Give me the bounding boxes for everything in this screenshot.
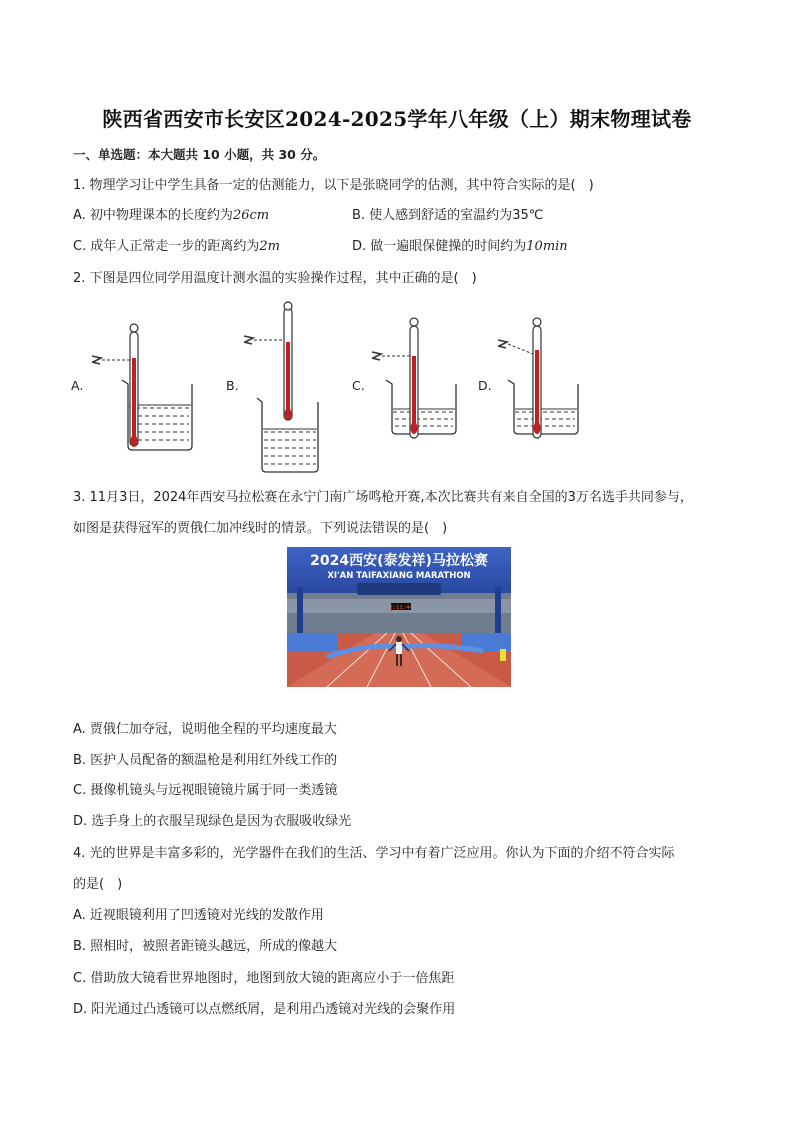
q1-option-d-text: D. 做一遍眼保健操的时间约为 xyxy=(352,239,527,254)
figure-c-label: C. xyxy=(352,378,365,393)
q1-option-a-text: A. 初中物理课本的长度约为 xyxy=(73,208,233,223)
q3-option-b: B. 医护人员配备的额温枪是利用红外线工作的 xyxy=(73,753,338,768)
race-clock: 2:11:44 xyxy=(389,605,413,611)
q1-option-b-value: 35℃ xyxy=(512,208,544,223)
q1-option-c-value: 2m xyxy=(259,239,280,254)
marathon-finish-photo xyxy=(287,547,511,687)
q1-option-a xyxy=(73,207,269,225)
q1-option-b-text: B. 使人感到舒适的室温约为 xyxy=(352,208,513,223)
q1-option-c xyxy=(73,238,280,256)
q1-option-d-value: 10min xyxy=(526,239,568,254)
q4-stem-line2: 的是( ) xyxy=(73,877,123,892)
page-title: 陕西省西安市长安区2024-2025学年八年级（上）期末物理试卷 xyxy=(102,107,692,131)
marathon-photo-illustration xyxy=(287,547,511,687)
figure-a-thermometer-beaker xyxy=(70,298,200,478)
figure-d-thermometer-beaker xyxy=(460,298,590,478)
q1-option-c-text: C. 成年人正常走一步的距离约为 xyxy=(73,239,260,254)
thermometer-figures xyxy=(70,298,590,478)
figure-b-thermometer-beaker xyxy=(200,298,330,478)
q4-stem-line1: 4. 光的世界是丰富多彩的，光学器件在我们的生活、学习中有着广泛应用。你认为下面的介绍不符合实际 xyxy=(73,846,675,861)
q4-option-a: A. 近视眼镜利用了凹透镜对光线的发散作用 xyxy=(73,908,324,923)
q3-option-a: A. 贾俄仁加夺冠，说明他全程的平均速度最大 xyxy=(73,722,337,737)
q3-option-d: D. 选手身上的衣服呈现绿色是因为衣服吸收绿光 xyxy=(73,814,352,829)
q4-option-b: B. 照相时，被照者距镜头越远，所成的像越大 xyxy=(73,939,338,954)
figure-c-thermometer-beaker xyxy=(330,298,460,478)
banner-chinese-title: 2024西安(泰发祥)马拉松赛 xyxy=(310,553,488,569)
q1-option-d xyxy=(352,238,568,256)
q4-option-d: D. 阳光通过凸透镜可以点燃纸屑，是利用凸透镜对光线的会聚作用 xyxy=(73,1002,456,1017)
q4-option-c: C. 借助放大镜看世界地图时，地图到放大镜的距离应小于一倍焦距 xyxy=(73,971,455,986)
q2-stem: 2. 下图是四位同学用温度计测水温的实验操作过程，其中正确的是( ) xyxy=(73,271,477,286)
banner-english-title: XI'AN TAIFAXIANG MARATHON xyxy=(327,571,471,581)
q3-option-c: C. 摄像机镜头与远视眼镜镜片属于同一类透镜 xyxy=(73,783,338,798)
q1-option-a-value: 26cm xyxy=(232,208,270,223)
q3-stem-line1: 3. 11月3日，2024年西安马拉松赛在永宁门南广场鸣枪开赛,本次比赛共有来自全国的3万名选手共同参与， xyxy=(73,490,693,505)
figure-d-label: D. xyxy=(478,378,492,393)
q1-stem: 1. 物理学习让中学生具备一定的估测能力，以下是张晓同学的估测，其中符合实际的是( ) xyxy=(73,178,594,193)
q3-stem-line2: 如图是获得冠军的贾俄仁加冲线时的情景。下列说法错误的是( ) xyxy=(73,521,448,536)
figure-b-label: B. xyxy=(226,378,239,393)
figure-a-label: A. xyxy=(71,378,84,393)
q1-option-b xyxy=(352,207,543,225)
section-heading: 一、单选题：本大题共 10 小题，共 30 分。 xyxy=(73,147,326,162)
